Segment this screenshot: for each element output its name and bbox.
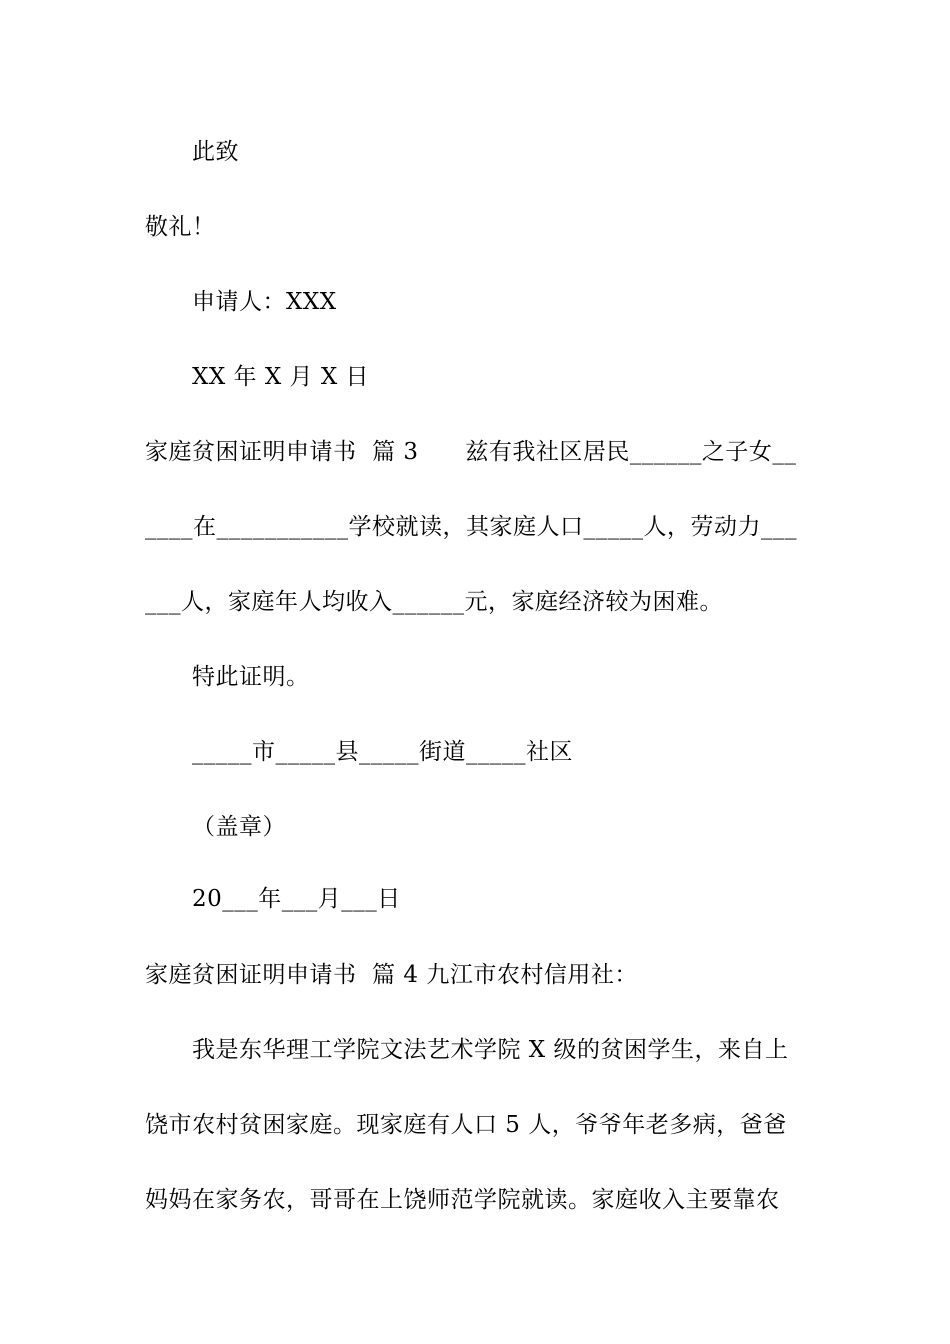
paragraph-line: 饶市农村贫困家庭。现家庭有人口 5 人，爷爷年老多病，爸爸 (145, 1112, 787, 1138)
paragraph-line: ____在___________学校就读，其家庭人口_____人，劳动力___ (145, 514, 797, 540)
application-date: XX 年 X 月 X 日 (192, 364, 370, 390)
closing-regards: 敬礼！ (145, 214, 216, 240)
applicant-name: 申请人：XXX (192, 289, 337, 315)
closing-salutation: 此致 (192, 139, 239, 165)
section-4-heading-line: 家庭贫困证明申请书 篇 4 九江市农村信用社： (145, 962, 638, 988)
paragraph-line: ___人，家庭年人均收入______元，家庭经济较为困难。 (145, 589, 723, 615)
seal-note: （盖章） (192, 814, 286, 840)
section-3-heading-line: 家庭贫困证明申请书 篇 3 兹有我社区居民______之子女__ (145, 439, 797, 465)
community-address-line: _____市_____县_____街道_____社区 (192, 739, 573, 765)
paragraph-line: 妈妈在家务农，哥哥在上饶师范学院就读。家庭收入主要靠农 (145, 1187, 780, 1213)
paragraph-line: 我是东华理工学院文法艺术学院 X 级的贫困学生，来自上 (192, 1037, 789, 1063)
certification-statement: 特此证明。 (192, 664, 310, 690)
certification-date: 20___年___月___日 (192, 886, 401, 912)
